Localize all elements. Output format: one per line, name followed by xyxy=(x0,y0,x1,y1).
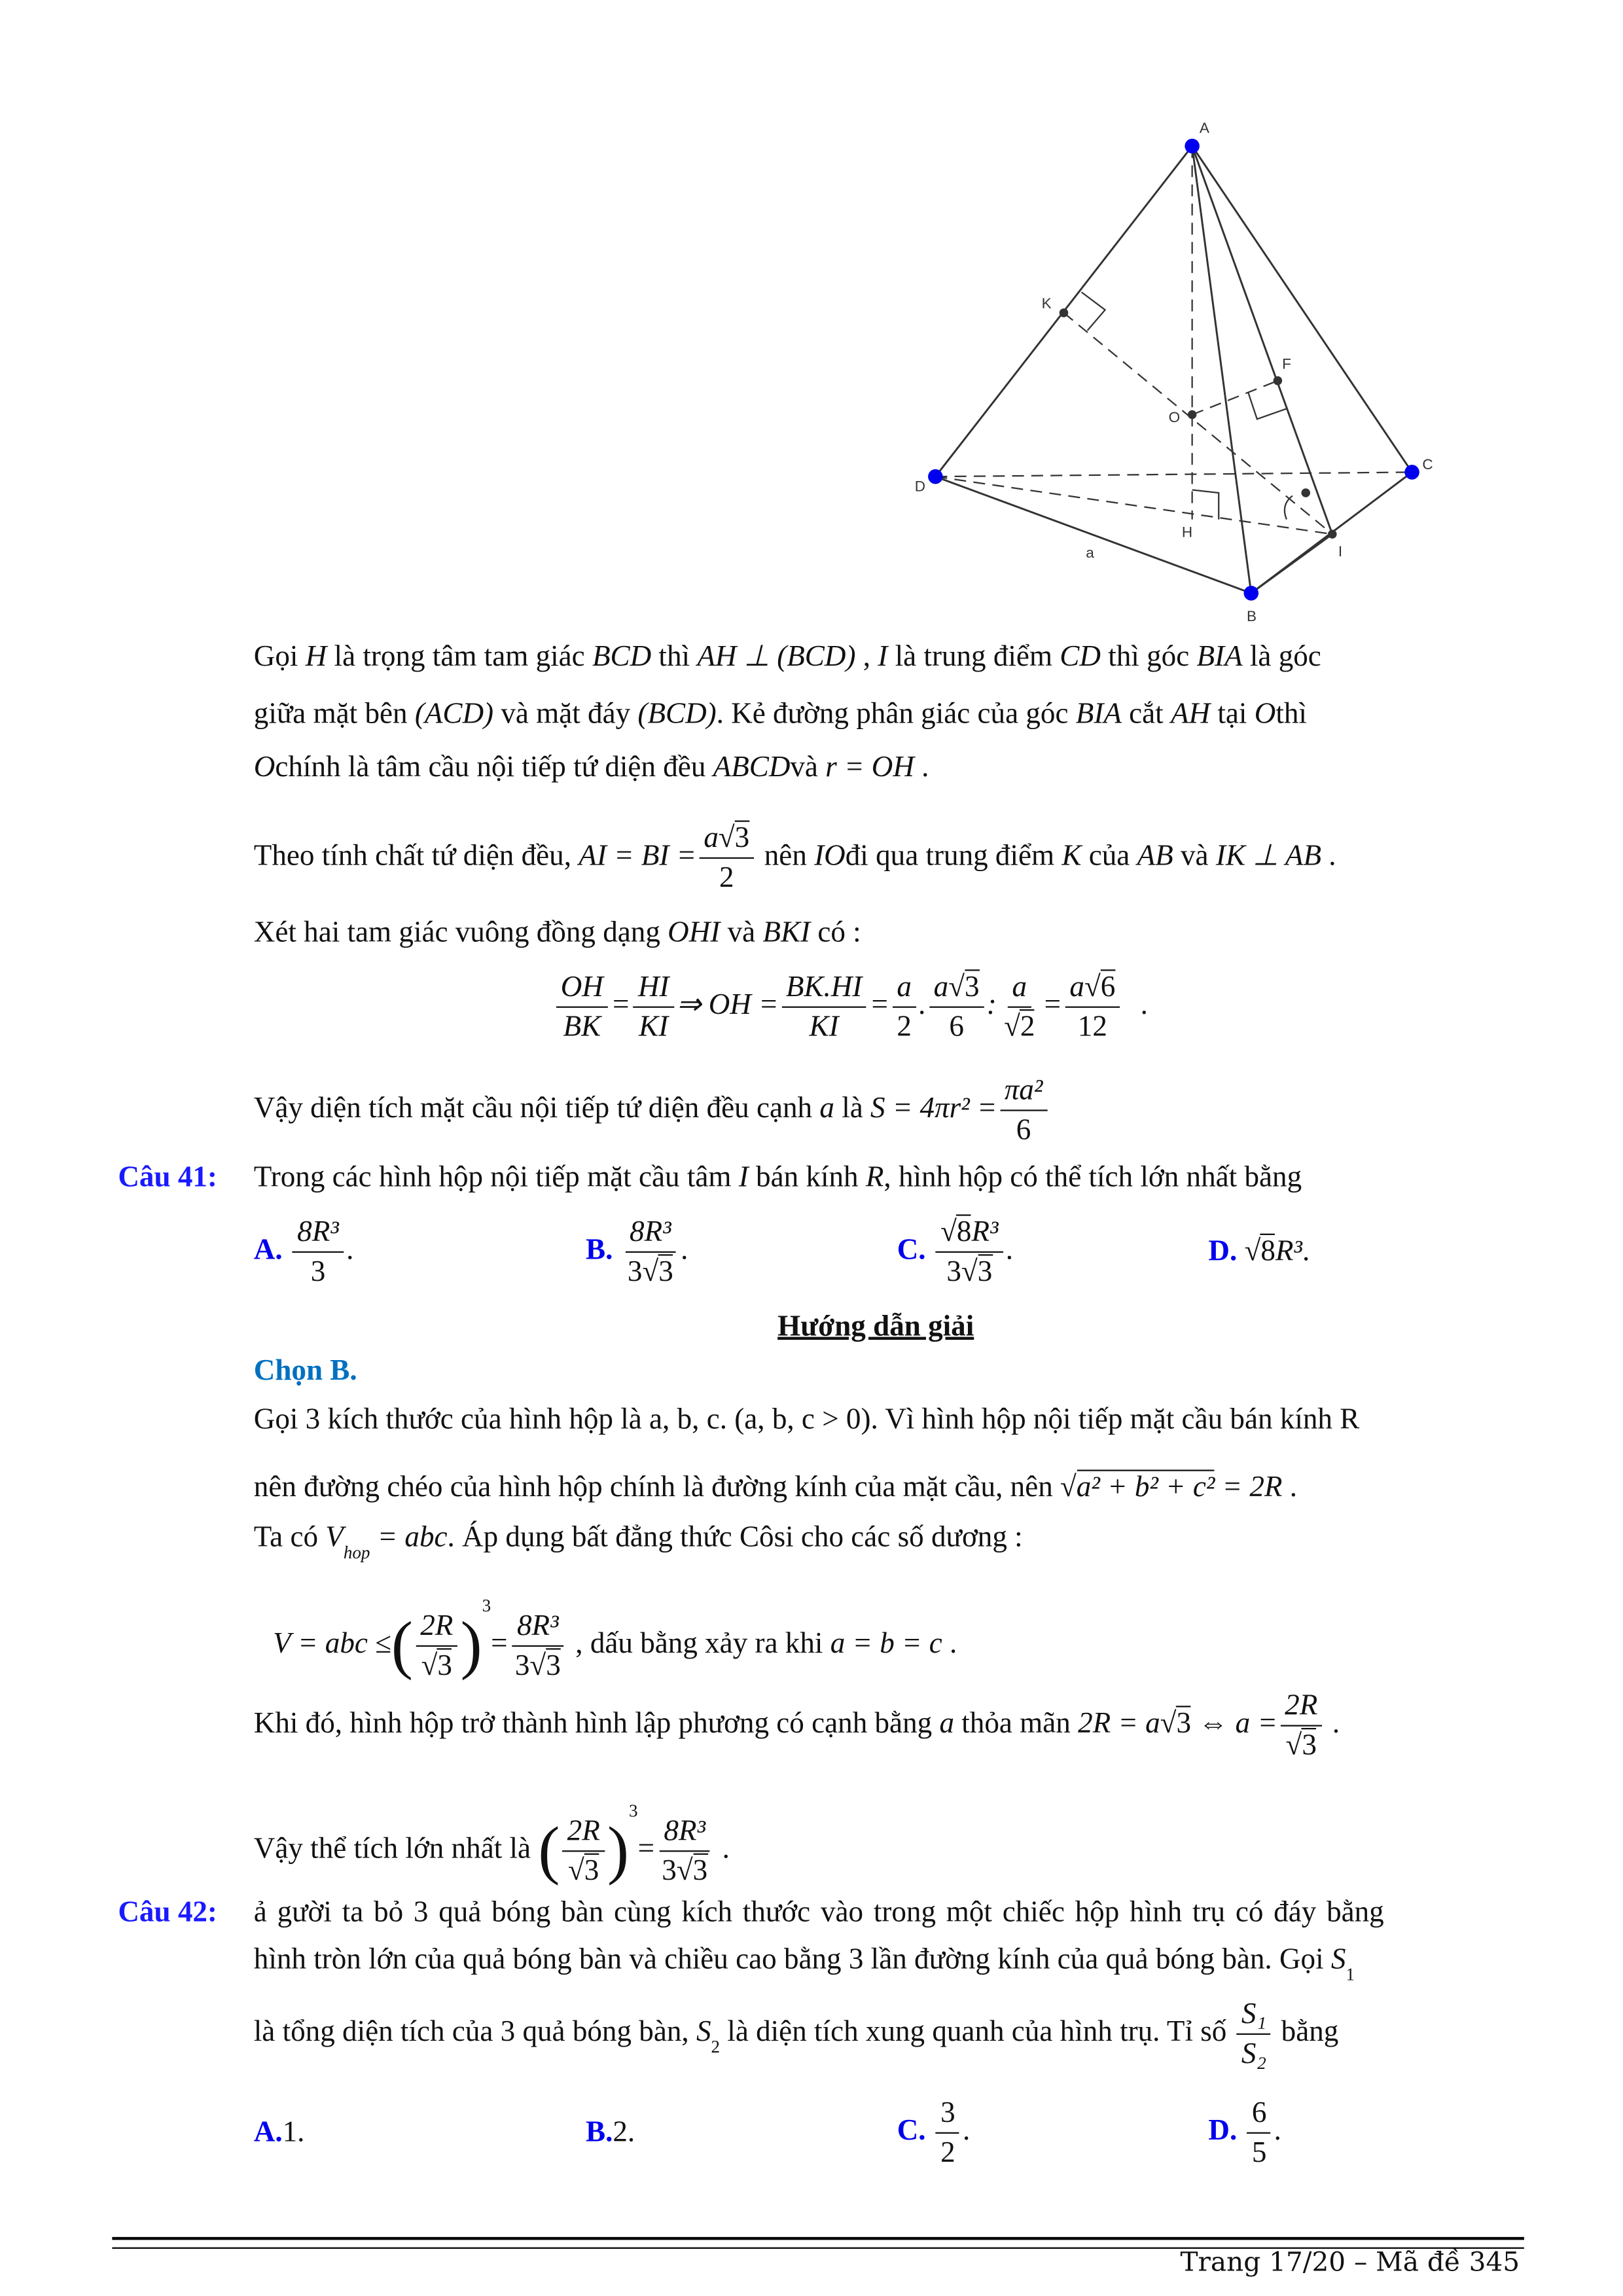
text: Khi đó, hình hộp trở thành hình lập phương có cạnh bằng xyxy=(253,1707,940,1740)
radicand: 3 xyxy=(735,821,750,855)
math: = abc xyxy=(370,1521,448,1554)
text-segment: Gọi xyxy=(253,640,306,673)
text-segment: thì xyxy=(651,640,698,673)
math: R³ xyxy=(971,1215,999,1249)
numerator: 2R xyxy=(1280,1687,1322,1727)
text: đi qua trung điểm xyxy=(845,840,1062,872)
math: = xyxy=(637,1833,655,1865)
text: Ta có xyxy=(253,1521,326,1554)
point-C xyxy=(1404,465,1419,480)
text-segment: giữa mặt bên xyxy=(253,698,415,730)
right-angle-F xyxy=(1248,393,1287,420)
math-segment: (BCD) xyxy=(637,698,717,730)
text: bằng xyxy=(1274,2015,1339,2049)
edge-AB xyxy=(1192,146,1251,593)
numerator: a xyxy=(893,968,916,1008)
text: . xyxy=(346,1233,354,1266)
option-d[interactable] xyxy=(1208,2094,1281,2172)
radicand: 2 xyxy=(1020,1009,1035,1043)
numerator: 3 xyxy=(936,2094,959,2134)
math-segment: (ACD) xyxy=(414,698,494,730)
option-letter: D. xyxy=(1208,1235,1238,1268)
text: . xyxy=(1325,1707,1340,1740)
equation-OH xyxy=(553,968,1147,1046)
point-D xyxy=(928,469,943,484)
math: 3 xyxy=(627,1255,643,1289)
math: = xyxy=(869,988,890,1022)
radicand: 6 xyxy=(1101,969,1116,1003)
angle-mark-I xyxy=(1285,496,1293,520)
text-segment: là trung điểm xyxy=(887,640,1060,673)
solution-line-vay xyxy=(254,1071,1050,1149)
math-segment: BIA xyxy=(1196,640,1243,673)
text: . xyxy=(627,2115,635,2149)
numerator: S₁ xyxy=(1237,1995,1271,2035)
math-segment: H xyxy=(305,640,327,673)
edge-AC xyxy=(1192,146,1412,472)
denominator: KI xyxy=(639,1011,669,1043)
numerator: 8R³ xyxy=(660,1812,710,1852)
numerator: 8R³ xyxy=(625,1213,675,1253)
guide-line xyxy=(254,1520,1023,1570)
text-segment: , hình hộp có thể tích lớn nhất bằng xyxy=(883,1161,1302,1194)
solution-line xyxy=(254,639,1321,674)
text: . xyxy=(1005,1233,1014,1266)
math: a xyxy=(819,1092,834,1125)
math: V xyxy=(325,1521,344,1554)
text-segment: và xyxy=(720,916,763,949)
math: a xyxy=(704,821,719,855)
math-segment: I xyxy=(738,1161,749,1194)
text-segment: Xét hai tam giác vuông đồng dạng xyxy=(253,916,668,949)
text: hình tròn lớn của quả bóng bàn và chiều cao bằng 3 lần đường kính của quả bóng bàn. Gọi xyxy=(253,1943,1331,1976)
text-segment: chính là tâm cầu nội tiếp tứ diện đều xyxy=(275,751,713,784)
label-I: I xyxy=(1338,543,1343,560)
solution-line xyxy=(254,915,861,950)
subscript: hop xyxy=(343,1541,370,1563)
radicand: 8 xyxy=(1260,1234,1275,1268)
math: 2R = a xyxy=(1078,1707,1160,1740)
math-segment: ABCD xyxy=(713,751,791,784)
right-angle-K xyxy=(1082,292,1105,331)
radicand: 3 xyxy=(1302,1728,1317,1762)
numerator: a xyxy=(1008,968,1031,1008)
question-42-label: Câu 42: xyxy=(118,1896,217,1929)
denominator: KI xyxy=(809,1011,839,1043)
text: Vậy diện tích mặt cầu nội tiếp tứ diện đều cạnh xyxy=(253,1092,820,1125)
math: ⇔ a = xyxy=(1191,1707,1277,1740)
math-segment: BCD xyxy=(592,640,652,673)
label-K: K xyxy=(1041,295,1052,312)
math-segment: CD xyxy=(1060,640,1101,673)
point-E xyxy=(1301,488,1310,497)
math: 3 xyxy=(662,1854,677,1888)
math: V = abc ≤ xyxy=(273,1627,391,1660)
answer-choice: Chọn B. xyxy=(253,1354,357,1388)
option-b[interactable] xyxy=(586,1213,688,1291)
math: AI = BI = xyxy=(579,840,697,872)
radicand: 8 xyxy=(957,1214,972,1248)
label-C: C xyxy=(1422,456,1433,473)
point-O xyxy=(1188,410,1197,420)
numerator: 2R xyxy=(563,1812,605,1852)
radicand: 3 xyxy=(978,1254,993,1288)
math: 3 xyxy=(514,1649,530,1682)
math: IO xyxy=(814,840,846,872)
tetrahedron-diagram xyxy=(0,0,1623,649)
guide-line-inequality: V = abc ≤( 2R √ 3 )$^3$= $\frac{\text{8R³}}{3√ 3}$ , dấu bằng xảy ra khi a = b = c . xyxy=(273,1588,957,1685)
text-segment: . Kẻ đường phân giác của góc xyxy=(716,698,1076,730)
math: a xyxy=(1069,971,1084,1004)
radicand: 3 xyxy=(437,1648,452,1682)
right-angle-H xyxy=(1192,490,1219,519)
guide-line xyxy=(254,1687,1340,1765)
numerator: 2R xyxy=(416,1607,457,1647)
point-I xyxy=(1328,529,1337,539)
text: . xyxy=(681,1233,688,1266)
option-d[interactable] xyxy=(1208,1234,1310,1269)
solution-line-theo xyxy=(254,819,1336,897)
denominator: BK xyxy=(563,1011,601,1043)
radicand: 3 xyxy=(965,969,980,1003)
text-segment: tại xyxy=(1210,698,1255,730)
denominator: 12 xyxy=(1077,1011,1107,1043)
option-letter: A. xyxy=(253,2115,283,2149)
text-segment: và mặt đáy xyxy=(493,698,638,730)
text-segment: thì góc xyxy=(1100,640,1197,673)
math: a xyxy=(933,971,949,1004)
math: = xyxy=(1042,988,1063,1022)
text: Vậy thể tích lớn nhất là xyxy=(253,1833,539,1865)
label-H: H xyxy=(1181,524,1193,541)
radicand: a² + b² + c² xyxy=(1077,1469,1215,1503)
radicand: 3 xyxy=(1176,1706,1191,1740)
text: của xyxy=(1081,840,1137,872)
guide-title: Hướng dẫn giải xyxy=(777,1310,974,1343)
point-A xyxy=(1185,139,1200,154)
numerator: 8R³ xyxy=(512,1607,563,1647)
math: = xyxy=(611,988,631,1022)
radicand: 3 xyxy=(584,1853,599,1887)
text: . Áp dụng bất đẳng thức Côsi cho các số dương : xyxy=(447,1521,1023,1554)
solution-line xyxy=(254,749,929,785)
text: . xyxy=(942,1627,957,1660)
denominator: 5 xyxy=(1251,2136,1267,2170)
option-value: 1 xyxy=(282,2115,298,2149)
denominator: S₂ xyxy=(1241,2037,1267,2071)
option-letter: C. xyxy=(897,2114,926,2147)
math: = 2R xyxy=(1215,1471,1283,1504)
denominator: 2 xyxy=(719,861,734,895)
text: là tổng diện tích của 3 quả bóng bàn, xyxy=(253,2015,696,2049)
point-B xyxy=(1244,586,1259,601)
math: IK ⊥ AB xyxy=(1215,840,1322,872)
option-c[interactable] xyxy=(897,2094,970,2172)
numerator: HI xyxy=(633,968,673,1008)
math: 3 xyxy=(946,1255,961,1289)
math-segment: I xyxy=(878,640,888,673)
text: . xyxy=(1274,2114,1281,2147)
denominator: 6 xyxy=(1016,1114,1031,1147)
label-B: B xyxy=(1247,608,1257,625)
exponent: 3 xyxy=(629,1800,638,1821)
numerator: 6 xyxy=(1247,2094,1271,2134)
text: . xyxy=(297,2115,305,2149)
option-value: 2 xyxy=(613,2115,628,2149)
math-segment: BKI xyxy=(762,916,811,949)
math-segment: AH ⊥ (BCD) xyxy=(697,640,856,673)
label-a: a xyxy=(1086,545,1094,562)
edge-DB xyxy=(935,476,1251,593)
text-segment: , xyxy=(855,640,878,673)
math: = xyxy=(491,1627,508,1660)
option-letter: A. xyxy=(253,1233,283,1266)
text: . xyxy=(1302,1235,1310,1268)
text-segment: . xyxy=(914,751,929,784)
sqrt xyxy=(719,819,749,857)
denominator: 2 xyxy=(940,2136,955,2170)
numerator: OH xyxy=(556,968,608,1008)
question-42-stem-line xyxy=(254,1995,1339,2073)
text: Theo tính chất tứ diện đều, xyxy=(253,840,579,872)
option-letter: B. xyxy=(586,2115,613,2149)
text-segment: là góc xyxy=(1242,640,1321,673)
text-segment: thì xyxy=(1275,698,1307,730)
math-segment: BIA xyxy=(1075,698,1122,730)
text: . xyxy=(715,1833,730,1865)
radicand: 3 xyxy=(546,1648,561,1682)
text: . xyxy=(962,2114,971,2147)
edge-DC xyxy=(935,472,1412,476)
label-F: F xyxy=(1282,355,1291,372)
text-segment: bán kính xyxy=(748,1161,866,1194)
math: . xyxy=(1140,988,1148,1022)
math: AB xyxy=(1137,840,1173,872)
text-segment: có : xyxy=(810,916,861,949)
text-segment: cắt xyxy=(1121,698,1171,730)
guide-line: Gọi 3 kích thước của hình hộp là a, b, c. (a, b, c > 0). Vì hình hộp nội tiếp mặt cầu bán kính R xyxy=(253,1403,1360,1436)
label-D: D xyxy=(914,478,926,495)
text: và xyxy=(1173,840,1216,872)
option-a[interactable] xyxy=(254,1213,354,1291)
question-41-label: Câu 41: xyxy=(118,1161,217,1194)
math: R³ xyxy=(1275,1235,1302,1268)
numerator: 8R³ xyxy=(293,1213,343,1253)
radicand: 3 xyxy=(693,1853,708,1887)
guide-line-conclusion: Vậy thể tích lớn nhất là ( 2R √ 3 )$^3$= $\frac{\text{8R³}}{3√ 3}$ . xyxy=(254,1793,730,1890)
denominator: 2 xyxy=(897,1011,912,1043)
subscript: 1 xyxy=(1346,1964,1355,1985)
math: . xyxy=(919,988,927,1022)
math: K xyxy=(1061,840,1082,872)
text: nên xyxy=(757,840,815,872)
text: thỏa mãn xyxy=(954,1707,1079,1740)
math-segment: O xyxy=(253,751,276,784)
math: a xyxy=(939,1707,954,1740)
denominator: 3 xyxy=(310,1255,326,1289)
point-F xyxy=(1274,376,1283,386)
radicand: 3 xyxy=(658,1254,673,1288)
question-42-stem-line: ả gười ta bỏ 3 quả bóng bàn cùng kích thước vào trong một chiếc hộp hình trụ có đáy bằng xyxy=(253,1896,1384,1929)
text-segment: Trong các hình hộp nội tiếp mặt cầu tâm xyxy=(253,1161,739,1194)
denominator: 6 xyxy=(949,1011,964,1043)
math: : xyxy=(986,988,997,1022)
math-segment: OHI xyxy=(668,916,721,949)
question-42-stem-line xyxy=(254,1942,1355,1992)
numerator: BK.HI xyxy=(781,968,866,1008)
math-segment: AH xyxy=(1170,698,1211,730)
point-K xyxy=(1060,308,1069,317)
label-O: O xyxy=(1168,408,1181,425)
page-footer: Trang 17/20 – Mã đề 345 xyxy=(1180,2247,1520,2278)
text: là xyxy=(834,1092,871,1125)
fraction xyxy=(700,819,754,897)
text-segment: là trọng tâm tam giác xyxy=(327,640,592,673)
subscript: 2 xyxy=(711,2036,721,2057)
math: a = b = c xyxy=(830,1627,942,1660)
numerator: πa² xyxy=(1000,1071,1047,1111)
math: S xyxy=(1330,1943,1346,1976)
math: ⇒ OH = xyxy=(676,988,779,1022)
text: . xyxy=(1282,1471,1298,1504)
option-letter: C. xyxy=(897,1233,926,1266)
label-A: A xyxy=(1199,119,1209,136)
exponent: 3 xyxy=(482,1595,491,1616)
line-OF xyxy=(1192,381,1278,415)
option-letter: D. xyxy=(1208,2114,1238,2147)
math: S = 4πr² = xyxy=(870,1092,997,1125)
text: nên đường chéo của hình hộp chính là đường kính của mặt cầu, nên xyxy=(253,1471,1061,1504)
text: , dấu bằng xảy ra khi xyxy=(568,1627,830,1660)
option-letter: B. xyxy=(586,1233,613,1266)
option-a[interactable] xyxy=(254,2115,305,2150)
question-41-stem xyxy=(254,1160,1302,1195)
option-c[interactable] xyxy=(897,1213,1013,1291)
math-segment: O xyxy=(1254,698,1276,730)
math-segment: R xyxy=(865,1161,884,1194)
math: S xyxy=(696,2015,711,2049)
solution-line xyxy=(254,696,1307,732)
option-b[interactable] xyxy=(586,2115,635,2150)
guide-line xyxy=(254,1469,1297,1505)
math-segment: r = OH xyxy=(825,751,914,784)
text: . xyxy=(1321,840,1336,872)
line-BI xyxy=(1251,534,1332,593)
text: là diện tích xung quanh của hình trụ. Tỉ số xyxy=(720,2015,1234,2049)
text-segment: và xyxy=(790,751,826,784)
